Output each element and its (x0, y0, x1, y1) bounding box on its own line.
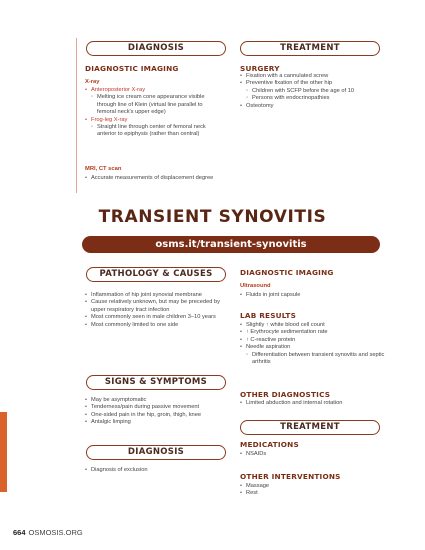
list-item: ◦ Children with SCFP before the age of 10 (240, 88, 390, 95)
other-interventions-heading: OTHER INTERVENTIONS (240, 472, 341, 481)
list-item: • Limited abduction and internal rotation (240, 400, 390, 407)
diagnosis-heading-2: DIAGNOSIS (86, 445, 226, 460)
diagnostic-imaging-heading: DIAGNOSTIC IMAGING (85, 64, 179, 73)
list-item: • Preventive fixation of the other hip (240, 80, 390, 87)
list-item: • May be asymptomatic (85, 397, 235, 404)
xray-list (85, 87, 220, 139)
ultrasound-list (240, 292, 390, 299)
list-item: • Diagnosis of exclusion (85, 467, 225, 474)
other-diagnostics-list (240, 400, 390, 407)
page-number: 664 (13, 528, 26, 537)
xray-label: X-ray (85, 79, 100, 85)
list-item: • Antalgic limping (85, 419, 235, 426)
diagnosis-list (85, 467, 225, 474)
list-item: • Slightly ↑ white blood cell count (240, 322, 390, 329)
list-item: • Rest (240, 490, 390, 497)
treatment-heading: TREATMENT (240, 41, 380, 56)
list-item: ◦ Straight line through center of femoral neck anterior to epiphysis (rather than central) (85, 124, 220, 139)
ultrasound-label: Ultrasound (240, 283, 271, 289)
list-item: • Tenderness/pain during passive movement (85, 404, 235, 411)
chapter-tab (0, 412, 7, 492)
site-name: OSMOSIS.ORG (28, 528, 83, 537)
signs-symptoms-heading: SIGNS & SYMPTOMS (86, 375, 226, 390)
surgery-list (240, 73, 390, 110)
other-interventions-list (240, 483, 390, 498)
mri-list (85, 175, 215, 182)
list-item: • Most commonly seen in male children 3–10 years (85, 314, 225, 321)
list-item: • NSAIDs (240, 451, 390, 458)
list-item: • Anteroposterior X-ray (85, 87, 220, 94)
medications-list (240, 451, 390, 458)
list-item: • One-sided pain in the hip, groin, thigh, knee (85, 412, 235, 419)
list-item: • Frog-leg X-ray (85, 117, 220, 124)
list-item: • Fixation with a cannulated screw (240, 73, 390, 80)
list-item: • Massage (240, 483, 390, 490)
list-item: • Cause relatively unknown, but may be preceded by upper respiratory tract infection (85, 299, 225, 314)
pathology-list (85, 292, 225, 329)
lab-list (240, 322, 390, 366)
list-item: ◦ Melting ice cream cone appearance visible through line of Klein (virtual line parallel to femoral neck's upper edge) (85, 94, 220, 116)
medications-heading: MEDICATIONS (240, 440, 299, 449)
list-item: • Osteotomy (240, 103, 390, 110)
list-item: • Fluids in joint capsule (240, 292, 390, 299)
signs-list (85, 397, 235, 427)
column-divider (76, 38, 77, 193)
page-footer (13, 528, 83, 537)
list-item: • ↑ C-reactive protein (240, 337, 390, 344)
section-url-banner[interactable]: osms.it/transient-synovitis (82, 236, 380, 253)
list-item: • Needle aspiration (240, 344, 390, 351)
pathology-causes-heading: PATHOLOGY & CAUSES (86, 267, 226, 282)
surgery-heading: SURGERY (240, 64, 280, 73)
treatment-heading-2: TREATMENT (240, 420, 380, 435)
list-item: ◦ Differentiation between transient synovitis and septic arthritis (240, 352, 390, 367)
other-diagnostics-heading: OTHER DIAGNOSTICS (240, 390, 331, 399)
list-item: ◦ Persons with endocrinopathies (240, 95, 390, 102)
lab-results-heading: LAB RESULTS (240, 311, 297, 320)
list-item: • ↑ Erythrocyte sedimentation rate (240, 329, 390, 336)
list-item: • Inflammation of hip joint synovial membrane (85, 292, 225, 299)
section-title: TRANSIENT SYNOVITIS (98, 207, 327, 227)
mri-label: MRI, CT scan (85, 166, 122, 172)
diagnosis-heading: DIAGNOSIS (86, 41, 226, 56)
list-item: • Accurate measurements of displacement degree (85, 175, 215, 182)
list-item: • Most commonly limited to one side (85, 322, 225, 329)
right-diagnostic-imaging-heading: DIAGNOSTIC IMAGING (240, 268, 334, 277)
